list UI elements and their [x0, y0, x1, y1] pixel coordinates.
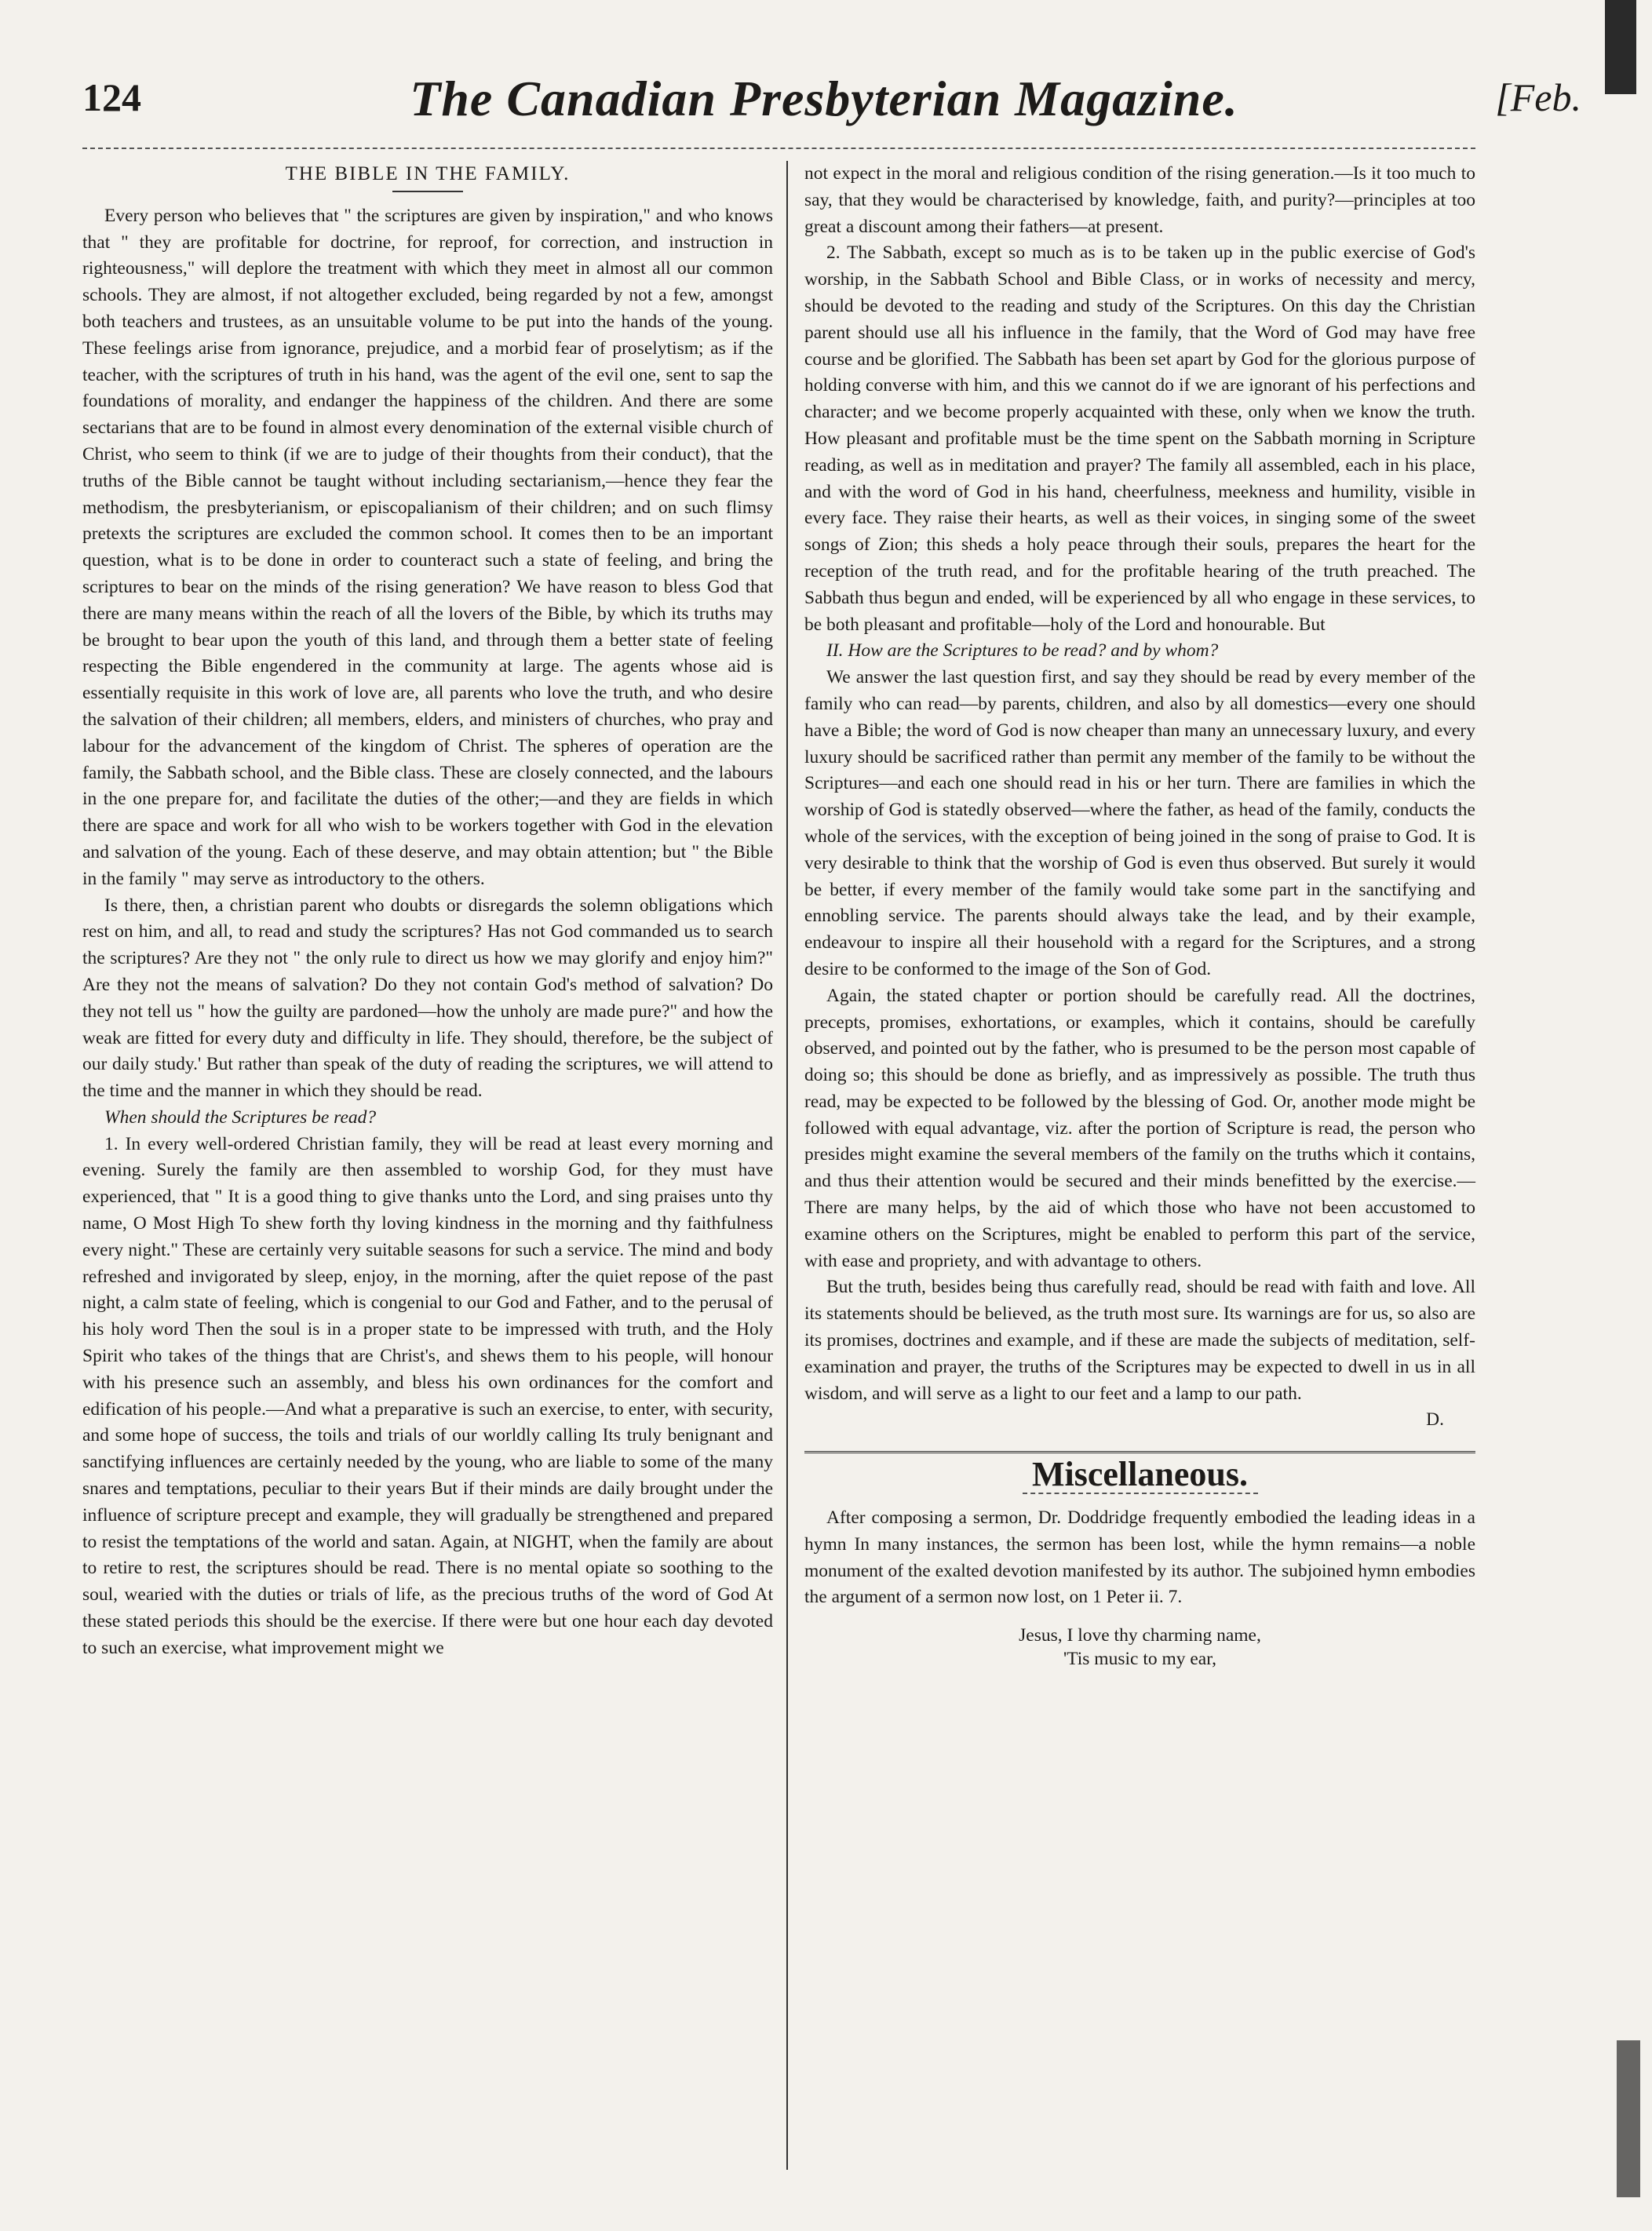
title-rule: [392, 191, 463, 192]
subhead-when: When should the Scriptures be read?: [104, 1106, 377, 1128]
hymn-verse: [804, 1624, 1475, 1671]
scan-edge-mark: [1605, 0, 1636, 94]
article-paragraph: 2. The Sabbath, except so much as is to be taken up in the public exercise of God's worship, in the Sabbath School and Bible Class, or in works of necessity and mercy, should be devoted to the reading and study of the Scriptures. On this day the Christian parent should use all his influence in the family, that the Word of God may have free course and be glorified. The Sabbath has been set apart by God for the glorious purpose of holding converse with him, and this we cannot do if we are ignorant of his perfections and character; and we become properly acquainted with these, only when we know the truth. How pleasant and profitable must be the time spent on the Sabbath morning in Scripture reading, as well as in meditation and prayer? The family all assembled, each in his place, and with the word of God in his hand, cheerfulness, meekness and humility, visible in every face. They raise their hearts, as well as their voices, in singing some of the sweet songs of Zion; this sheds a holy peace through their souls, prepares the heart for the reception of the truth read, and for the profitable hearing of the truth preached. The Sabbath thus begun and ended, will be experienced by all who engage in these services, to be both pleasant and profitable—holy of the Lord and honourable. But: [804, 242, 1475, 635]
page-header: [82, 71, 1581, 145]
article-paragraph: But the truth, besides being thus carefully read, should be read with faith and love. All its statements should be believed, as the truth most sure. Its warnings are for us, so also are its promises, doctrines and example, and if these are made the subjects of meditation, self-examination and prayer, the truths of the Scriptures may be expected to dwell in us in all wisdom, and will serve as a light to our feet and a lamp to our path.: [804, 1277, 1475, 1404]
miscellaneous-title: Miscellaneous.: [1032, 1455, 1248, 1494]
subhead-how: II. How are the Scriptures to be read? and by whom?: [826, 640, 1219, 662]
article-title: THE BIBLE IN THE FAMILY.: [285, 163, 571, 184]
article-paragraph: not expect in the moral and religious condition of the rising generation.—Is it too much to say, that they would be characterised by knowledge, faith, and purity?—principles at too great a discount among their fathers—at present.: [804, 163, 1475, 237]
article-paragraph: Is there, then, a christian parent who doubts or disregards the solemn obligations which rest on him, and all, to read and study the scriptures? Has not God commanded us to search the scriptures? Are they not " the only rule to direct us how we may glorify and enjoy him?" Are they not the means of salvation? Do they not contain God's method of salvation? Do they not tell us " how the guilty are pardoned—how the unholy are made pure?" and how the weak are fitted for every duty and difficulty in life. They should, therefore, be the subject of our daily study.' But rather than speak of the duty of reading the scriptures, we will attend to the time and the manner in which they should be read.: [82, 895, 773, 1102]
article-paragraph: Again, the stated chapter or portion should be carefully read. All the doctrines, precepts, promises, exhortations, or examples, which it contains, should be carefully observed, and pointed out by the father, who is presumed to be the person most capable of doing so; this should be done as briefly, and as impressively as possible. The truth thus read, may be expected to be followed by the blessing of God. Or, another mode might be followed with equal advantage, viz. after the portion of Scripture is read, the person who presides might examine the several members of the family on the truths which it contains, and thus their attention would be secured and their minds benefitted by the exercise.—There are many helps, by the aid of which those who have not been accustomed to examine others on the Scriptures, might be enabled to perform this part of the service, with ease and propriety, and with advantage to others.: [804, 985, 1475, 1271]
verse-line: Jesus, I love thy charming name,: [1019, 1625, 1261, 1646]
column-divider: [786, 161, 788, 2170]
left-column: [82, 161, 773, 1662]
right-column: [804, 161, 1475, 1671]
verse-line: 'Tis music to my ear,: [1063, 1649, 1216, 1670]
running-title: The Canadian Presbyterian Magazine.: [410, 71, 1238, 126]
article-paragraph: Every person who believes that " the scriptures are given by inspiration," and who knows that " they are profitable for doctrine, for reproof, for correction, and instruction in righteousness," will deplore the treatment with which they meet in almost all our common schools. They are almost, if not altogether excluded, being regarded by not a few, amongst both teachers and trustees, as an unsuitable volume to be put into the hands of the young. These feelings arise from ignorance, prejudice, and a morbid fear of proselytism; as if the teacher, with the scriptures of truth in his hand, was the agent of the evil one, sent to sap the foundations of morality, and endanger the happiness of the children. And there are some sectarians that are to be found in almost every denomination of the external visible church of Christ, who seem to think (if we are to judge of their thoughts from their conduct), that the truths of the Bible cannot be taught without including sectarianism,—hence they fear the methodism, the presbyterianism, or episcopalianism of their children; and on such flimsy pretexts the scriptures are excluded the common school. It comes then to be an important question, what is to be done in order to counteract such a state of feeling, and bring the scriptures to bear on the minds of the rising generation? We have reason to bless God that there are many means within the reach of all the lovers of the Bible, by which its truths may be brought to bear upon the youth of this land, and through them a better state of feeling respecting the Bible engendered in the community at large. The agents whose aid is essentially requisite in this work of love are, all parents who love the truth, and who desire the salvation of their children; all members, elders, and ministers of churches, who pray and labour for the advancement of the kingdom of Christ. The spheres of operation are the family, the Sabbath school, and the Bible class. These are closely connected, and the labours in the one prepare for, and facilitate the duties of the other;—and they are fields in which there are space and work for all who wish to be workers together with God in the elevation and salvation of the young. Each of these deserve, and may obtain attention; but " the Bible in the family " may serve as introductory to the others.: [82, 205, 773, 889]
month-label: [Feb.: [1495, 75, 1581, 119]
header-rule: [82, 148, 1475, 149]
scan-edge-mark: [1617, 2040, 1640, 2197]
article-paragraph: 1. In every well-ordered Christian family, they will be read at least every morning and evening. Surely the family are then assembled to worship God, for they must have experienced, that " It is a good thing to give thanks unto the Lord, and sing praises unto thy name, O Most High To shew forth thy loving kindness in the morning and thy faithfulness every night." These are certainly very suitable seasons for such a service. The mind and body refreshed and invigorated by sleep, enjoy, in the morning, after the quiet repose of the past night, a calm state of feeling, which is congenial to our God and Father, and to the perusal of his holy word Then the soul is in a proper state to be impressed with truth, and the Holy Spirit who takes of the things that are Christ's, and shews them to his people, will honour with his presence such an assembly, and bless his own ordinances for the comfort and edification of his people.—And what a preparative is such an exercise, to enter, with security, and some hope of success, the toils and trials of our worldly calling Its truly benignant and sanctifying influences are certainly needed by the young, who are liable to some of the many snares and temptations, peculiar to their years But if their minds are daily brought under the influence of scripture precept and example, they will gradually be strengthened and prepared to resist the temptations of the world and satan. Again, at NIGHT, when the family are about to retire to rest, the scriptures should be read. There is no mental opiate so soothing to the soul, wearied with the duties or trials of life, as the precious truths of the word of God At these stated periods this should be the exercise. If there were but one hour each day devoted to such an exercise, what improvement might we: [82, 1133, 773, 1658]
section-rule: [804, 1451, 1475, 1453]
article-signature: D.: [1426, 1409, 1444, 1431]
page-number: 124: [82, 75, 141, 119]
miscellaneous-paragraph: After composing a sermon, Dr. Doddridge frequently embodied the leading ideas in a hymn In many instances, the sermon has been lost, while the hymn remains—a noble monument of the exalted devotion manifested by its author. The subjoined hymn embodies the argument of a sermon now lost, on 1 Peter ii. 7.: [804, 1507, 1475, 1608]
article-paragraph: We answer the last question first, and say they should be read by every member of the family who can read—by parents, children, and also by all domestics—every one should have a Bible; the word of God is now cheaper than many an unnecessary luxury, and every luxury should be sacrificed rather than permit any member of the family to be without the Scriptures—and each one should read in his or her turn. There are families in which the worship of God is statedly observed—where the father, as head of the family, conducts the whole of the services, with the exception of being joined in the song of praise to God. It is very desirable to think that the worship of God is even thus observed. But surely it would be better, if every member of the family would take some part in the sanctifying and ennobling service. The parents should always take the lead, and by their example, endeavour to inspire all their household with a regard for the Scriptures, and a strong desire to be conformed to the image of the Son of God.: [804, 667, 1475, 979]
